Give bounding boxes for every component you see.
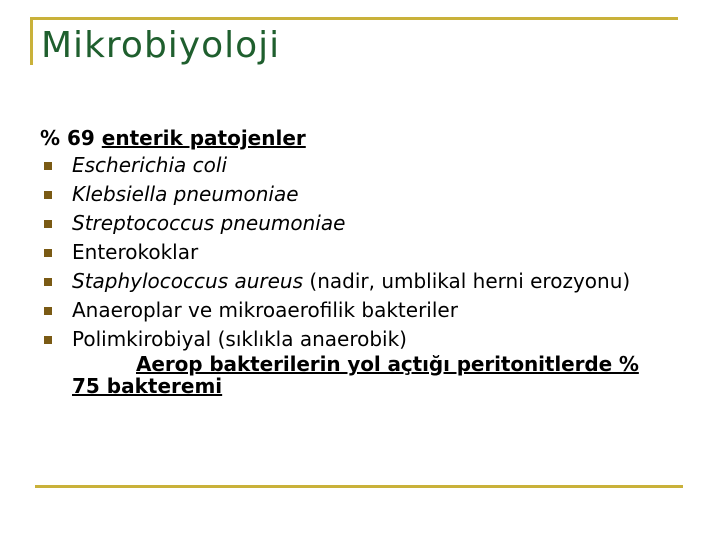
item-text: (nadir, umblikal herni erozyonu)	[303, 269, 631, 293]
slide-content	[40, 124, 690, 397]
list-item	[40, 269, 690, 293]
list-item	[40, 327, 690, 351]
note-line-2: 75 bakteremi	[72, 374, 223, 398]
frame-bottom-line	[35, 485, 683, 488]
list-item	[40, 211, 690, 235]
heading-underlined: enterik patojenler	[101, 126, 306, 150]
frame-left-line	[30, 17, 33, 65]
square-bullet-icon	[44, 278, 52, 286]
square-bullet-icon	[44, 249, 52, 257]
list-item	[40, 153, 690, 177]
note-line-1: Aerop bakterilerin yol açtığı peritonitlerde %	[136, 352, 639, 376]
item-italic-text: Escherichia coli	[72, 153, 227, 177]
list-item	[40, 182, 690, 206]
square-bullet-icon	[44, 191, 52, 199]
list-item	[40, 240, 690, 264]
bullet-list	[40, 153, 690, 351]
square-bullet-icon	[44, 162, 52, 170]
item-italic-text: Streptococcus pneumoniae	[72, 211, 346, 235]
item-text: Enterokoklar	[72, 240, 199, 264]
heading-prefix: % 69	[40, 126, 102, 150]
square-bullet-icon	[44, 336, 52, 344]
section-heading	[40, 124, 690, 153]
item-text: Anaeroplar ve mikroaerofilik bakteriler	[72, 298, 458, 322]
square-bullet-icon	[44, 307, 52, 315]
frame-top-line	[30, 17, 678, 20]
slide-title: Mikrobiyoloji	[41, 25, 281, 66]
note-text	[40, 353, 690, 397]
list-item	[40, 298, 690, 322]
item-text: Polimkirobiyal (sıklıkla anaerobik)	[72, 327, 407, 351]
item-italic-text: Klebsiella pneumoniae	[72, 182, 299, 206]
item-italic-text: Staphylococcus aureus	[72, 269, 304, 293]
square-bullet-icon	[44, 220, 52, 228]
